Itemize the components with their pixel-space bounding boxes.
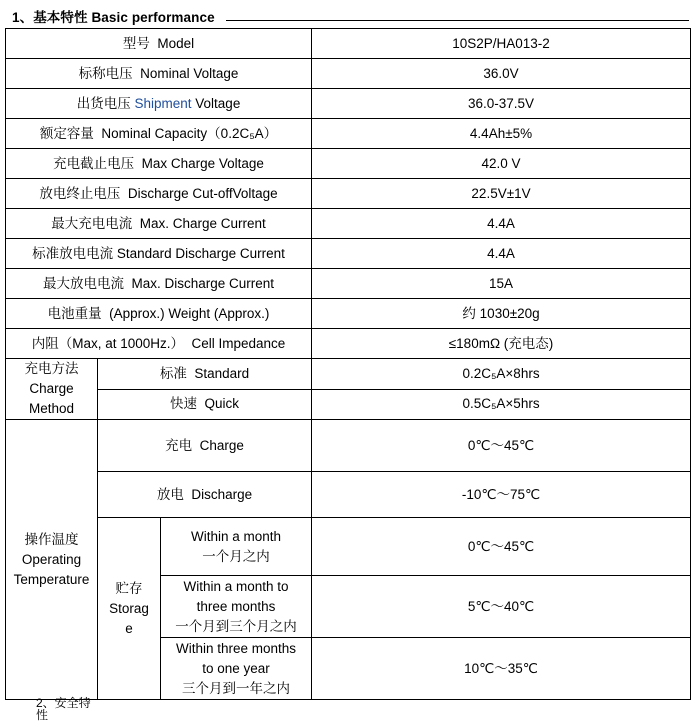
table-row [6,209,691,239]
charge-quick-label: 快速 Quick [98,389,312,420]
table-row [6,518,691,576]
next-section-heading-fragment: 2、安全特性 [36,696,91,722]
table-row [6,119,691,149]
row-value: 36.0-37.5V [312,89,691,119]
table-row [6,299,691,329]
row-label: 标准放电电流 Standard Discharge Current [6,239,312,269]
row-label: 额定容量 Nominal Capacity（0.2C₅A） [6,119,312,149]
row-value: 22.5V±1V [312,179,691,209]
row-value: 4.4A [312,209,691,239]
heading-rule [226,20,689,21]
row-value: 42.0 V [312,149,691,179]
table-row [6,59,691,89]
temp-charge-label: 充电 Charge [98,420,312,472]
basic-performance-table [5,28,691,700]
table-row [6,420,691,472]
section-heading: 1、基本特性 Basic performance [12,10,215,25]
table-row [6,179,691,209]
row-label: 最大放电电流 Max. Discharge Current [6,269,312,299]
row-label: 放电终止电压 Discharge Cut-offVoltage [6,179,312,209]
table-row [6,29,691,59]
table-row [6,389,691,420]
storage-period-label: Within three months to one year 三个月到一年之内 [161,638,312,700]
row-value: 10S2P/HA013-2 [312,29,691,59]
storage-label: 贮存 Storag e [98,518,161,700]
row-label: 充电截止电压 Max Charge Voltage [6,149,312,179]
table-row [6,239,691,269]
table-row [6,329,691,359]
row-value: 4.4A [312,239,691,269]
charge-method-label: 充电方法 Charge Method [6,359,98,420]
charge-standard-value: 0.2C₅A×8hrs [312,359,691,390]
operating-temperature-label: 操作温度 Operating Temperature [6,420,98,700]
storage-period-value: 10℃～35℃ [312,638,691,700]
row-label: 最大充电电流 Max. Charge Current [6,209,312,239]
charge-standard-label: 标准 Standard [98,359,312,390]
charge-quick-value: 0.5C₅A×5hrs [312,389,691,420]
table-row [6,472,691,518]
table-row [6,149,691,179]
storage-period-label: Within a month to three months 一个月到三个月之内 [161,576,312,638]
temp-discharge-label: 放电 Discharge [98,472,312,518]
row-label: 电池重量 (Approx.) Weight (Approx.) [6,299,312,329]
temp-charge-value: 0℃～45℃ [312,420,691,472]
storage-period-value: 5℃～40℃ [312,576,691,638]
storage-period-label: Within a month 一个月之内 [161,518,312,576]
row-label: 标称电压 Nominal Voltage [6,59,312,89]
storage-period-value: 0℃～45℃ [312,518,691,576]
row-value: 15A [312,269,691,299]
row-value: ≤180mΩ (充电态) [312,329,691,359]
row-label: 出货电压 Shipment Voltage [6,89,312,119]
row-label: 型号 Model [6,29,312,59]
temp-discharge-value: -10℃～75℃ [312,472,691,518]
row-value: 36.0V [312,59,691,89]
row-value: 4.4Ah±5% [312,119,691,149]
row-label: 内阻（Max, at 1000Hz.） Cell Impedance [6,329,312,359]
table-row [6,89,691,119]
table-row [6,269,691,299]
row-value: 约 1030±20g [312,299,691,329]
table-row [6,359,691,390]
